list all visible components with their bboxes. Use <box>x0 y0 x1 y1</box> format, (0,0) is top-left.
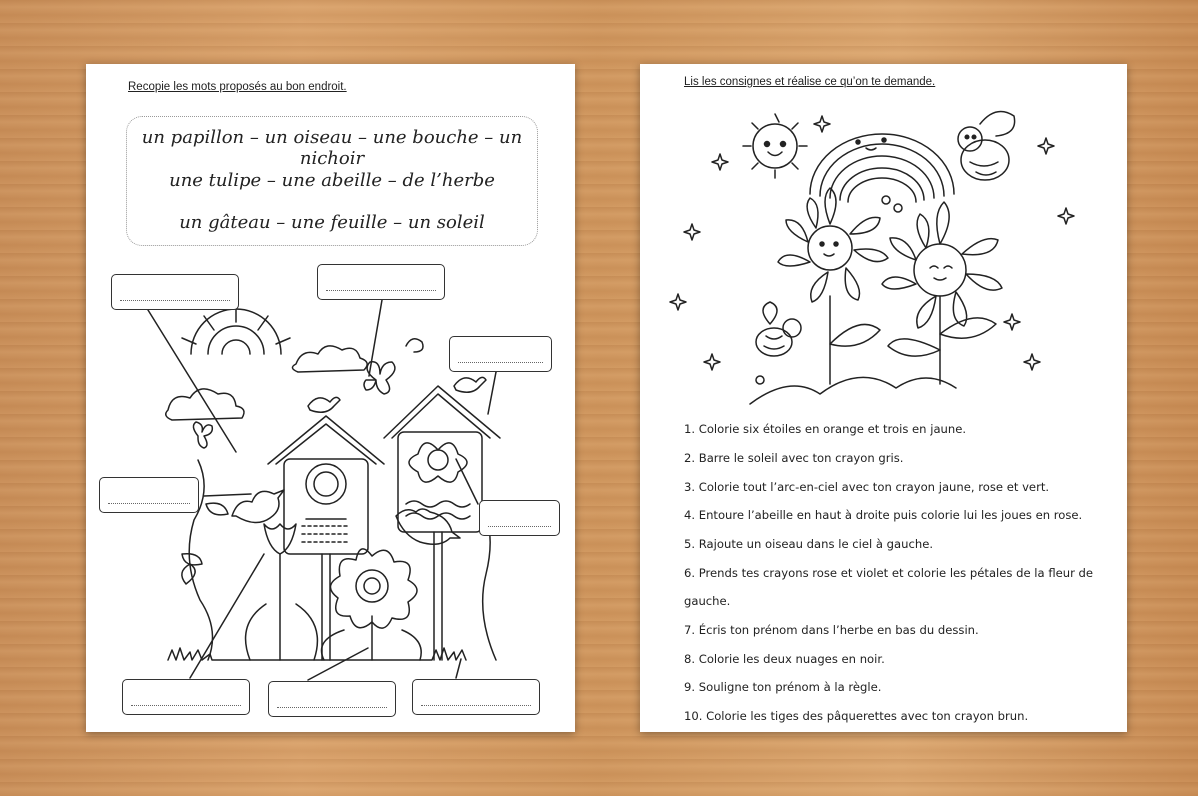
bee-drawing <box>756 302 801 356</box>
daisy-drawing <box>882 202 1002 384</box>
grass-drawing <box>750 377 956 404</box>
tulip-drawing <box>264 524 296 554</box>
cloud-drawing <box>292 346 367 372</box>
word-bank-line: un papillon – un oiseau – une bouche – un nichoir <box>141 127 523 169</box>
instruction-item: gauche. <box>684 594 731 608</box>
cloud-drawing <box>166 389 244 420</box>
right-sheet-heading: Lis les consignes et réalise ce qu’on te demande. <box>684 76 936 88</box>
instruction-item: 5. Rajoute un oiseau dans le ciel à gauche. <box>684 537 934 551</box>
flower-drawing <box>330 549 417 660</box>
leaf-drawing <box>888 339 940 356</box>
rainbow-drawing <box>810 134 954 202</box>
word-bank-line: une tulipe – une abeille – de l’herbe <box>169 170 495 191</box>
instruction-item: 6. Prends tes crayons rose et violet et colorie les pétales de la fleur de <box>684 566 1094 580</box>
worksheet-instructions <box>640 64 1127 732</box>
word-bank-line: un gâteau – une feuille – un soleil <box>179 212 485 233</box>
answer-box[interactable] <box>479 500 560 536</box>
birdhouse-drawing <box>268 416 384 660</box>
instruction-item: 2. Barre le soleil avec ton crayon gris. <box>684 451 904 465</box>
coloring-illustration <box>640 64 1127 414</box>
answer-box[interactable] <box>412 679 540 715</box>
sun-drawing <box>743 114 807 178</box>
instruction-item: 8. Colorie les deux nuages en noir. <box>684 652 885 666</box>
sun-drawing <box>182 304 290 354</box>
left-sheet-heading: Recopie les mots proposés au bon endroit. <box>128 81 347 93</box>
instruction-item: 1. Colorie six étoiles en orange et trois en jaune. <box>684 422 967 436</box>
answer-box[interactable] <box>99 477 199 513</box>
instruction-item: 7. Écris ton prénom dans l’herbe en bas du dessin. <box>684 623 979 637</box>
leaf-drawing <box>940 318 996 338</box>
instruction-item: 4. Entoure l’abeille en haut à droite puis colorie lui les joues en rose. <box>684 508 1083 522</box>
daisy-drawing <box>778 188 888 384</box>
instruction-item: 3. Colorie tout l’arc-en-ciel avec ton crayon jaune, rose et vert. <box>684 480 1050 494</box>
bee-drawing <box>958 112 1015 181</box>
instruction-item: 9. Souligne ton prénom à la règle. <box>684 680 882 694</box>
answer-box[interactable] <box>268 681 396 717</box>
answer-box[interactable] <box>449 336 552 372</box>
answer-box[interactable] <box>317 264 445 300</box>
worksheet-labeling <box>86 64 575 732</box>
leaf-drawing <box>830 324 880 346</box>
answer-box[interactable] <box>111 274 239 310</box>
garden-illustration <box>86 64 575 732</box>
answer-box[interactable] <box>122 679 250 715</box>
instruction-item: 10. Colorie les tiges des pâquerettes avec ton crayon brun. <box>684 709 1029 723</box>
